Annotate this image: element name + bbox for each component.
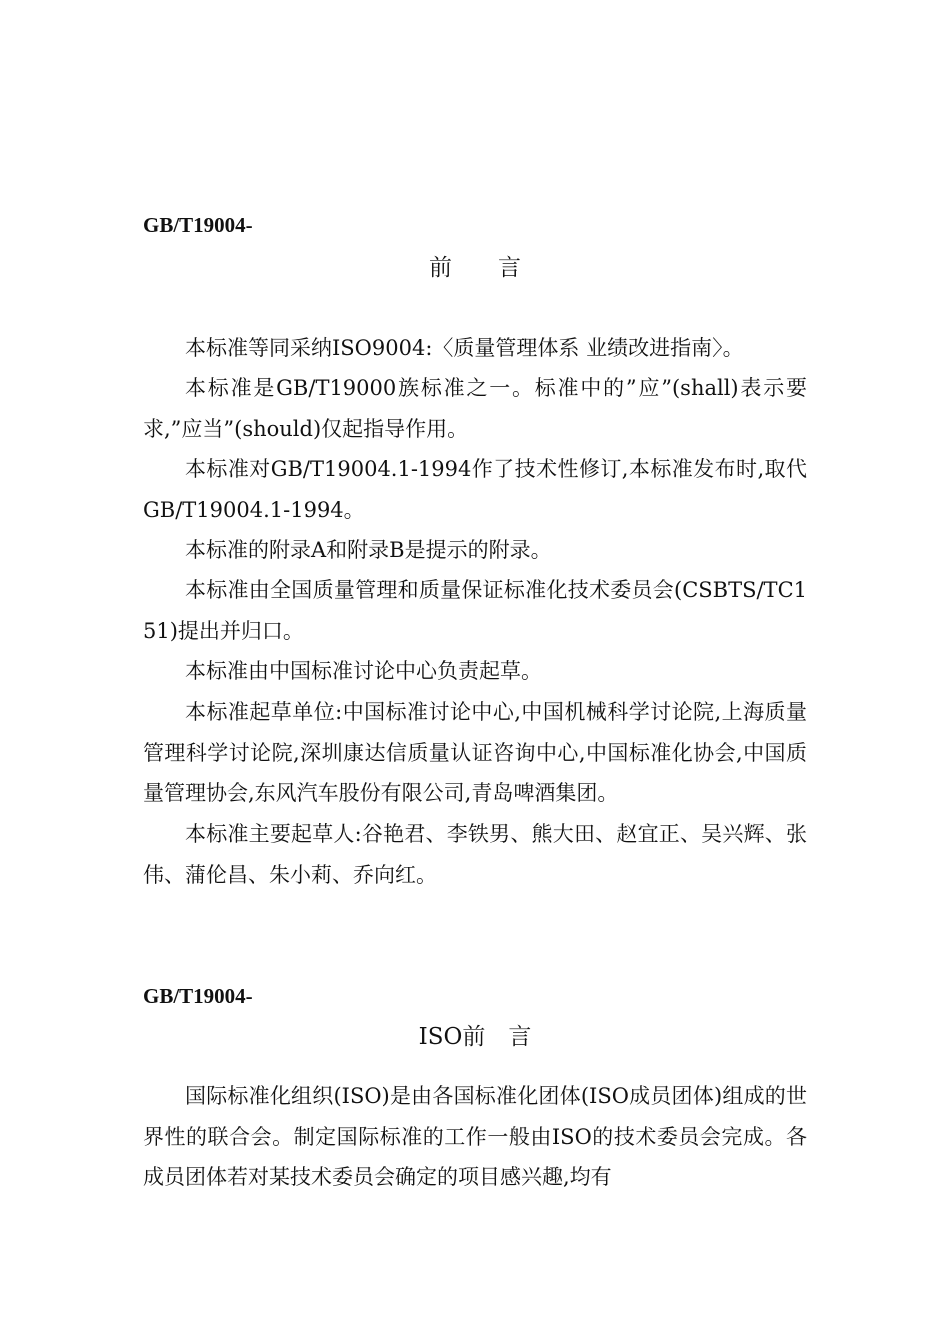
paragraph-1: 本标准等同采纳ISO9004:〈质量管理体系 业绩改进指南〉。 <box>185 336 744 360</box>
paragraph-4: 本标准的附录A和附录B是提示的附录。 <box>185 538 552 562</box>
paragraph-8: 本标准主要起草人:谷艳君、李铁男、熊大田、赵宜正、吴兴辉、张伟、蒲伦昌、朱小莉、乔向红。 <box>143 822 807 887</box>
paragraph-3: 本标准对GB/T19004.1-1994作了技术性修订,本标准发布时,取代GB/T19004.1-1994。 <box>143 457 807 522</box>
paragraph-2: 本标准是GB/T19000族标准之一。标准中的”应”(shall)表示要求,”应当”(should)仅起指导作用。 <box>143 376 807 441</box>
std-code-2: GB/T19004- <box>143 984 253 1008</box>
paragraph-6: 本标准由中国标准讨论中心负责起草。 <box>185 659 542 683</box>
std-code-1: GB/T19004- <box>143 213 253 237</box>
paragraph-5: 本标准由全国质量管理和质量保证标准化技术委员会(CSBTS/TC151)提出并归口。 <box>143 578 807 643</box>
paragraph-7: 本标准起草单位:中国标准讨论中心,中国机械科学讨论院,上海质量管理科学讨论院,深圳康达信质量认证咨询中心,中国标准化协会,中国质量管理协会,东风汽车股份有限公司,青岛啤酒集团。 <box>143 700 807 805</box>
iso-foreword-title: ISO前 言 <box>418 1024 532 1050</box>
foreword-title: 前 言 <box>429 255 521 281</box>
iso-paragraph-1: 国际标准化组织(ISO)是由各国标准化团体(ISO成员团体)组成的世界性的联合会。制定国际标准的工作一般由ISO的技术委员会完成。各成员团体若对某技术委员会确定的项目感兴趣,均有 <box>143 1084 807 1189</box>
